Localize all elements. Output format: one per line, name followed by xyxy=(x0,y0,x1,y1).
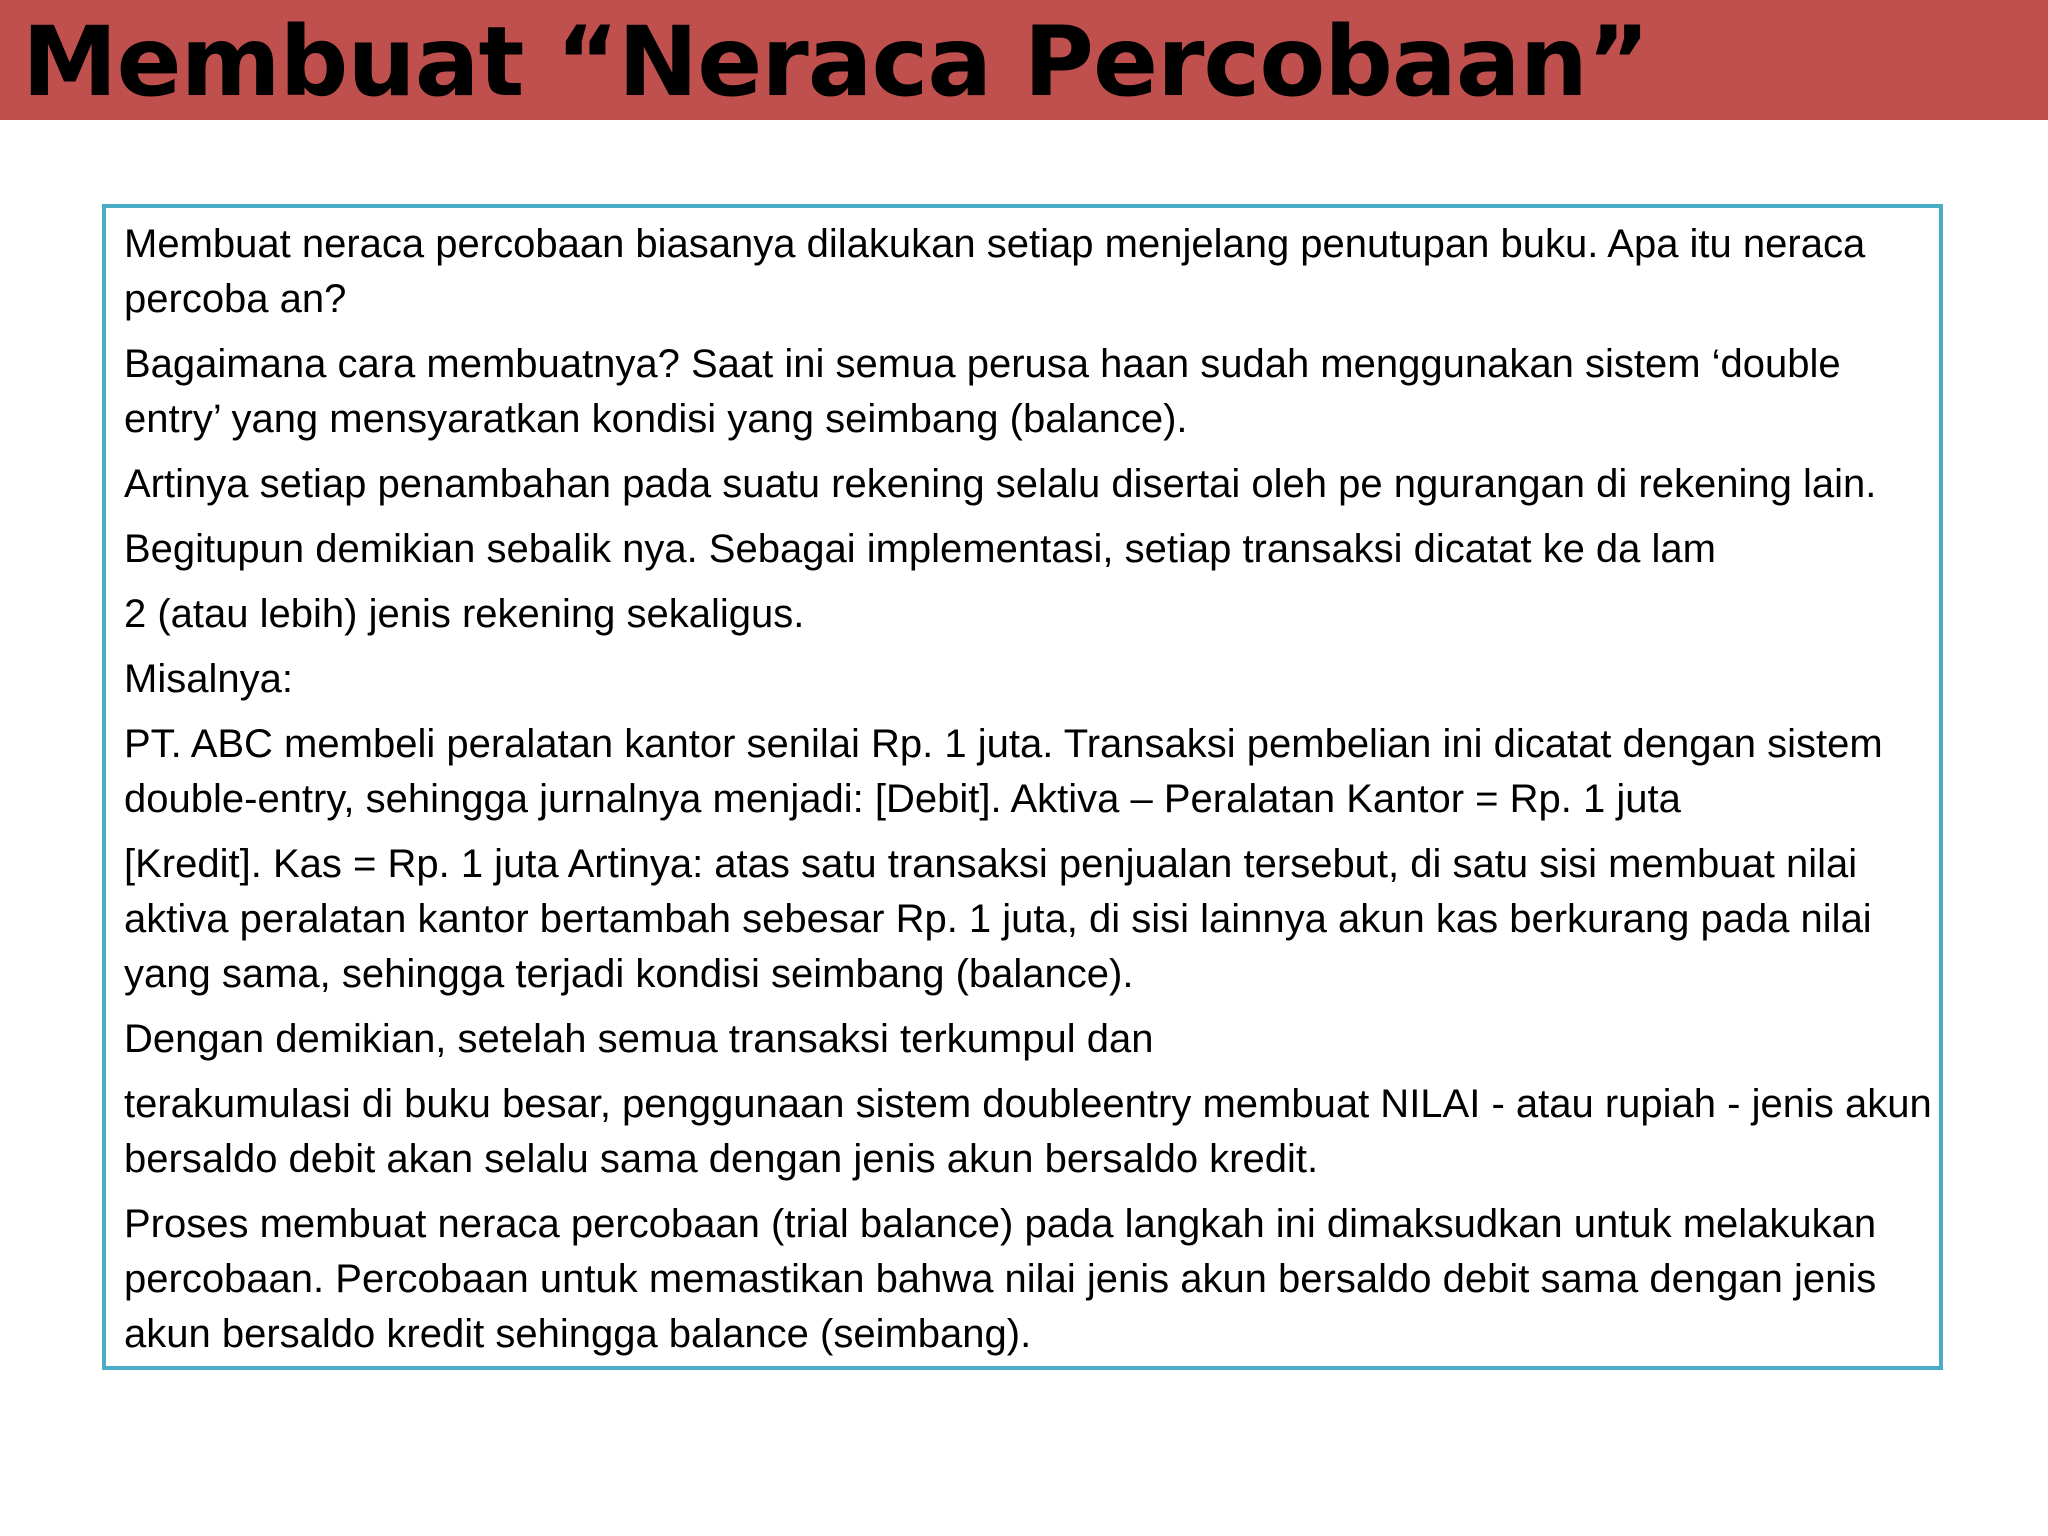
paragraph-7: PT. ABC membeli peralatan kantor senilai Rp. 1 juta. Transaksi pembelian ini dicatat dengan sistem double-entry, sehingga jurnalnya menjadi: [Debit]. Aktiva – Peralatan Kantor = Rp. 1 juta xyxy=(124,722,1883,821)
slide-title: Membuat “Neraca Percobaan” xyxy=(22,6,1649,118)
paragraph-4: Begitupun demikian sebalik nya. Sebagai implementasi, setiap transaksi dicatat ke da lam xyxy=(124,527,1716,571)
paragraph-2: Bagaimana cara membuatnya? Saat ini semua perusa haan sudah menggunakan sistem ‘double entry’ yang mensyaratkan kondisi yang seimbang (balance). xyxy=(124,342,1841,441)
paragraph-10: terakumulasi di buku besar, penggunaan sistem doubleentry membuat NILAI - atau rupiah - jenis akun bersaldo debit akan selalu sama dengan jenis akun bersaldo kredit. xyxy=(124,1082,1932,1181)
paragraph-8: [Kredit]. Kas = Rp. 1 juta Artinya: atas satu transaksi penjualan tersebut, di satu sisi membuat nilai aktiva peralatan kantor bertambah sebesar Rp. 1 juta, di sisi lainnya akun kas berkurang pada nilai yang sama, sehingga terjadi kondisi seimbang (balance). xyxy=(124,842,1872,996)
paragraph-11: Proses membuat neraca percobaan (trial balance) pada langkah ini dimaksudkan untuk melakukan percobaan. Percobaan untuk memastikan bahwa nilai jenis akun bersaldo debit sama dengan jenis akun bersaldo kredit sehingga balance (seimbang). xyxy=(124,1202,1877,1356)
paragraph-9: Dengan demikian, setelah semua transaksi terkumpul dan xyxy=(124,1017,1154,1061)
paragraph-6: Misalnya: xyxy=(124,657,293,701)
paragraph-3: Artinya setiap penambahan pada suatu rekening selalu disertai oleh pe ngurangan di rekening lain. xyxy=(124,462,1877,506)
content-text xyxy=(124,217,1934,1372)
paragraph-1: Membuat neraca percobaan biasanya dilakukan setiap menjelang penutupan buku. Apa itu neraca percoba an? xyxy=(124,222,1866,321)
paragraph-5: 2 (atau lebih) jenis rekening sekaligus. xyxy=(124,592,805,636)
